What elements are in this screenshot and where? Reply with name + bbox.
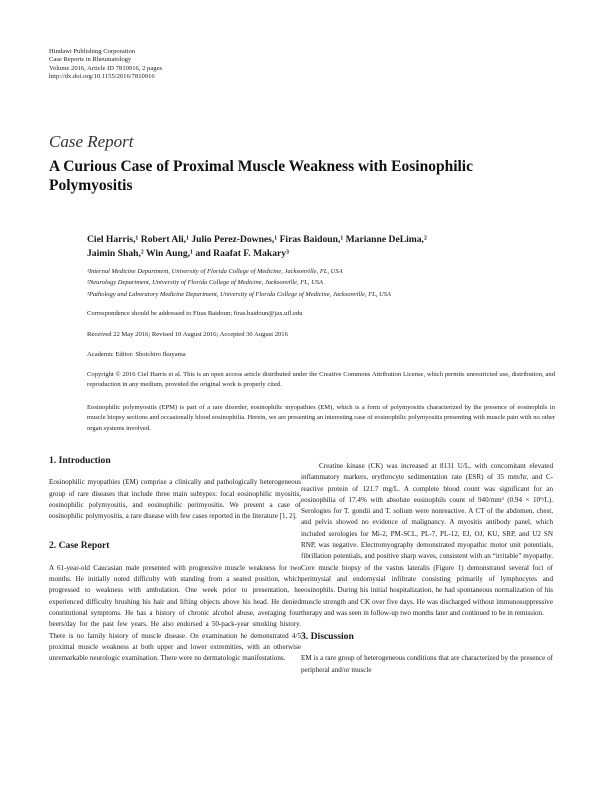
affiliations — [87, 266, 557, 300]
journal-name: Case Reports in Rheumatology — [49, 56, 132, 64]
publisher-name: Hindawi Publishing Corporation — [49, 48, 136, 55]
doi-link[interactable]: http://dx.doi.org/10.1155/2016/7810916 — [49, 73, 155, 81]
authors-line-1: Ciel Harris,¹ Robert Ali,¹ Julio Perez-Downes,¹ Firas Baidoun,¹ Marianne DeLima,² — [87, 234, 427, 245]
discussion-paragraph: EM is a rare group of heterogeneous conditions that are characterized by the presence of peripheral and/or muscle — [301, 654, 553, 674]
abstract: Eosinophilic polymyositis (EPM) is part of a rare disorder, eosinophilic myopathies (EM), which is a form of polymyositis characterized by the presence of eosinophils in muscle biopsy sections and occasionally blood eosinophilia. Herein, we are presenting an interesting case of eosinophilic polymyositis presenting with muscle pain with no other organ systems involved. — [87, 404, 555, 432]
article-dates: Received 22 May 2016; Revised 10 August 2016; Accepted 30 August 2016 — [87, 331, 288, 338]
left-column — [49, 455, 301, 676]
volume-info: Volume 2016, Article ID 7810916, 2 pages — [49, 64, 163, 72]
introduction-paragraph: Eosinophilic myopathies (EM) comprise a clinically and pathologically heterogeneous group of rare diseases that include three main subtypes: focal eosinophilic myositis, eosinophilic polymyositis, and eosinophilic perimyositis. We present a case of eosinophilic polymyositis, a rare disease with few cases reported in the literature [1, 2]. — [49, 478, 301, 521]
affiliation-2: ²Neurology Department, University of Florida College of Medicine, Jacksonville, FL, USA — [87, 279, 324, 287]
authors-line-2: Jaimin Shah,² Win Aung,¹ and Raafat F. Makary³ — [87, 248, 289, 259]
article-title: A Curious Case of Proximal Muscle Weakness with Eosinophilic Polymyositis — [49, 158, 473, 194]
case-report-paragraph: A 61-year-old Caucasian male presented with progressive muscle weakness for two months. He initially noted difficulty with standing from a seated position, which progressed to weakness with ambulation. One week prior to presentation, he experienced difficulty brushing his hair and lifting objects above his head. He denied constitutional symptoms. He has a history of chronic alcohol abuse, averaging four beers/day for the past few years. He also endorsed a 50-pack-year smoking history. There is no family history of muscle disease. On examination he demonstrated 4/5 proximal muscle weakness at both upper and lower extremities, with an otherwise unremarkable neurologic examination. There were no dermatologic manifestations. — [49, 563, 301, 663]
introduction-heading: 1. Introduction — [49, 455, 111, 466]
academic-editor: Academic Editor: Shoichiro Ikuyama — [87, 351, 186, 358]
affiliation-3: ³Pathology and Laboratory Medicine Department, University of Florida College of Medicine, Jacksonville, FL, USA — [87, 290, 391, 298]
correspondence: Correspondence should be addressed to Firas Baidoun; firas.baidoun@jax.ufl.edu — [87, 310, 303, 317]
right-column — [301, 461, 553, 688]
case-report-heading: 2. Case Report — [49, 540, 110, 552]
affiliation-1: ¹Internal Medicine Department, University of Florida College of Medicine, Jacksonville, FL, USA — [87, 268, 343, 275]
copyright-notice: Copyright © 2016 Ciel Harris et al. This is an open access article distributed under the Creative Commons Attribution License, which permits unrestricted use, distribution, and reproduction in any medium, provided the original work is properly cited. — [87, 371, 555, 389]
article-type: Case Report — [49, 132, 134, 151]
publisher-block — [49, 48, 162, 82]
author-list — [87, 233, 557, 261]
lab-findings-paragraph: Creatine kinase (CK) was increased at 8131 U/L, with concomitant elevated inflammatory markers, erythrocyte sedimentation rate (ESR) of 35 mm/hr, and C-reactive protein of 121.7 mg/L. A complete blood count was significant for an eosinophilia of 17.4% with absolute eosinophils count of 940/mm³ (0.94 × 10⁹/L). Serologies for T. gondii and T. solium were nonreactive. A CT of the abdomen, chest, and pelvis showed no evidence of malignancy. A myositis antibody panel, which included serologies for Mi-2, PM-SCL, PL-7, PL-12, EJ, OJ, KU, SRP, and U2 SN RNP, was negative. Electromyography demonstrated myopathic motor unit potentials, fibrillation potentials, and positive sharp waves, consistent with an “irritable” myopathy. Core muscle biopsy of the vastus lateralis (Figure 1) demonstrated several foci of perimysial and endomysial infiltrate consisting primarily of lymphocytes and eosinophils. During his initial hospitalization, he had spontaneous normalization of his muscle strength and CK over five days. He was discharged without immunosuppressive therapy and was seen in follow-up two months later and continued to be in remission. — [301, 462, 553, 617]
discussion-heading: 3. Discussion — [301, 631, 354, 643]
